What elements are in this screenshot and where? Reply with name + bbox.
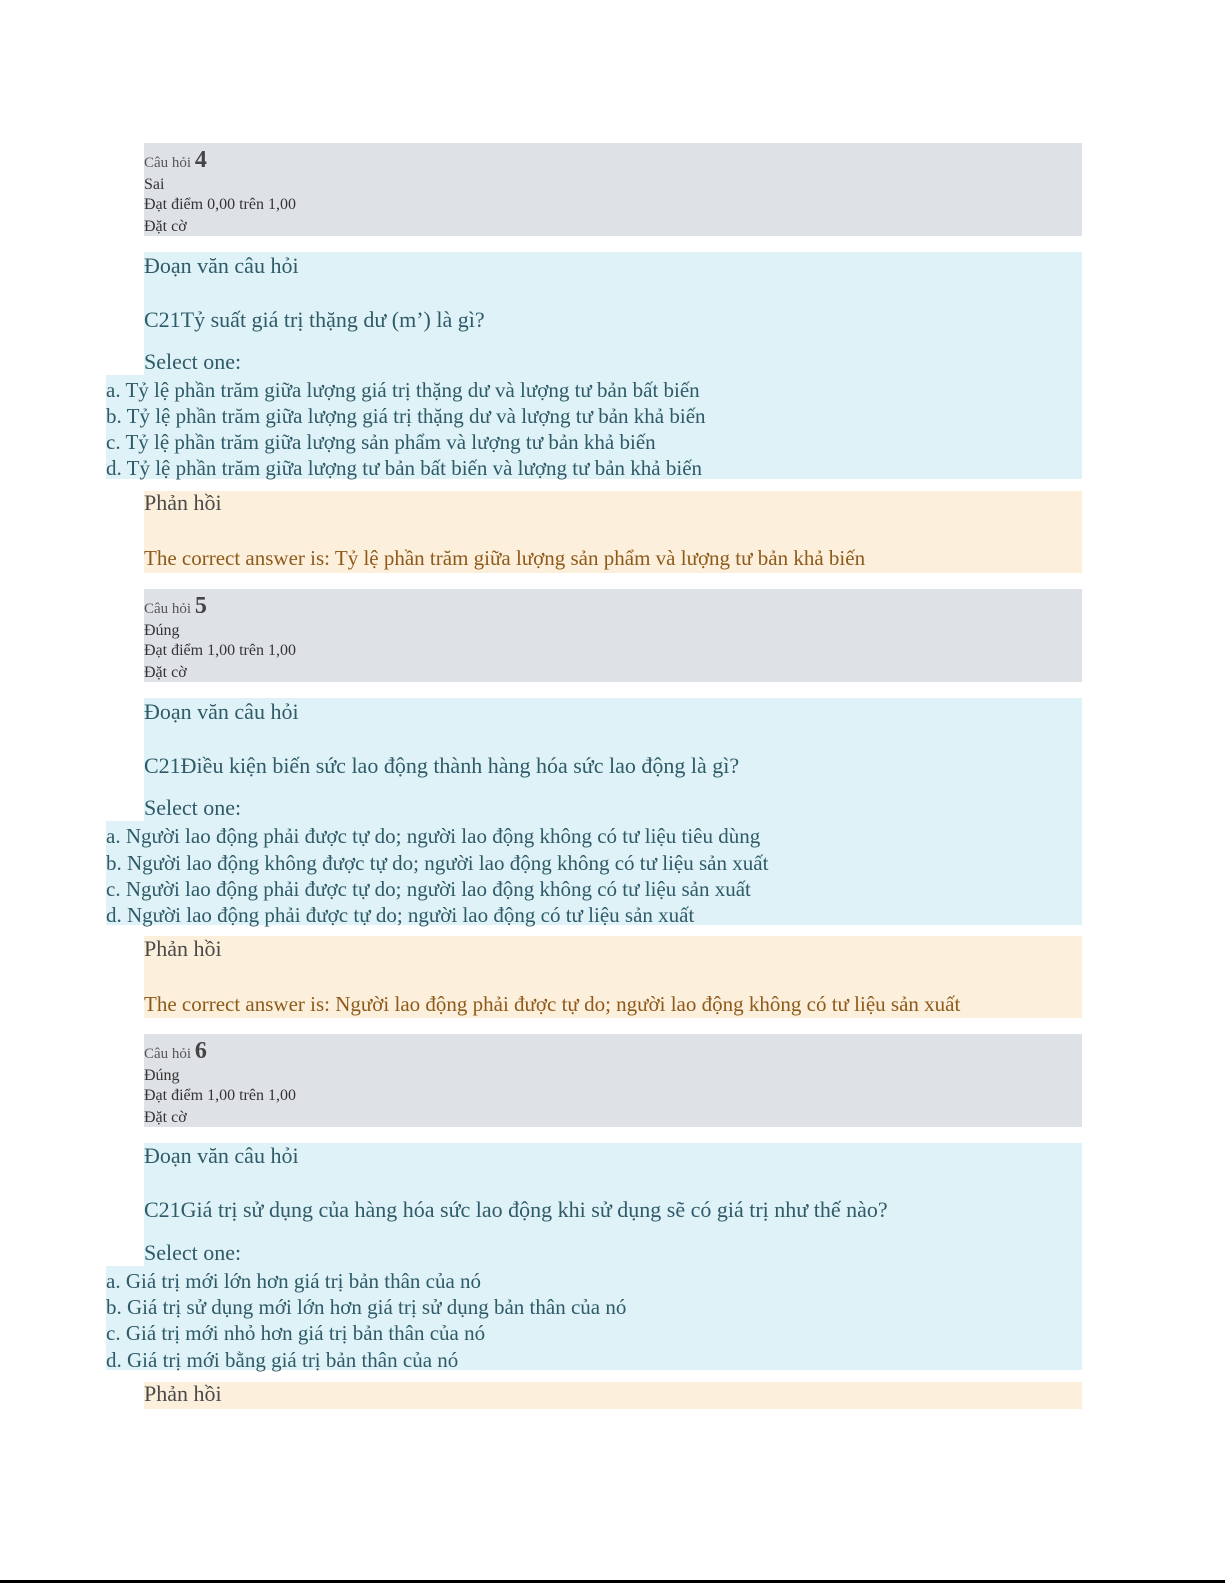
select-prompt: Select one:: [144, 349, 242, 374]
answer-option-a[interactable]: a. Giá trị mới lớn hơn giá trị bản thân của nó: [106, 1269, 482, 1293]
question-text: C21Điều kiện biến sức lao động thành hàng hóa sức lao động là gì?: [144, 753, 740, 778]
answer-option-b[interactable]: b. Người lao động không được tự do; người lao động không có tư liệu sản xuất: [106, 851, 769, 875]
question-state: Đúng: [144, 622, 180, 639]
flag-question-link[interactable]: Đặt cờ: [144, 218, 187, 235]
select-prompt: Select one:: [144, 795, 242, 820]
feedback-correct-answer: The correct answer is: Người lao động phải được tự do; người lao động không có tư liệu sản xuất: [144, 992, 961, 1016]
feedback-correct-answer: The correct answer is: Tỷ lệ phần trăm giữa lượng sản phẩm và lượng tư bản khả biến: [144, 546, 866, 570]
question-text: C21Tỷ suất giá trị thặng dư (m’) là gì?: [144, 307, 485, 332]
question-number: 5: [194, 593, 207, 619]
answer-option-c[interactable]: c. Giá trị mới nhỏ hơn giá trị bản thân của nó: [106, 1321, 486, 1345]
question-text-label: Đoạn văn câu hỏi: [144, 699, 299, 724]
question-label: Câu hỏi: [144, 1046, 192, 1062]
question-grade: Đạt điểm 0,00 trên 1,00: [144, 196, 296, 213]
page-bottom-border: [0, 1580, 1225, 1583]
answer-option-a[interactable]: a. Tỷ lệ phần trăm giữa lượng giá trị thặng dư và lượng tư bản bất biến: [106, 378, 700, 402]
question-state: Đúng: [144, 1067, 180, 1084]
feedback-label: Phản hồi: [144, 490, 222, 515]
question-number: 4: [194, 147, 207, 173]
question-state: Sai: [144, 176, 165, 193]
feedback-label: Phản hồi: [144, 1381, 222, 1406]
question-text-label: Đoạn văn câu hỏi: [144, 1143, 299, 1168]
question-number: 6: [194, 1038, 207, 1064]
question-grade: Đạt điểm 1,00 trên 1,00: [144, 642, 296, 659]
question-grade: Đạt điểm 1,00 trên 1,00: [144, 1087, 296, 1104]
question-info-6: [144, 1034, 1082, 1127]
feedback-label: Phản hồi: [144, 936, 222, 961]
answer-option-a[interactable]: a. Người lao động phải được tự do; người lao động không có tư liệu tiêu dùng: [106, 824, 761, 848]
answer-option-d[interactable]: d. Giá trị mới bằng giá trị bản thân của nó: [106, 1348, 459, 1372]
answer-option-d[interactable]: d. Người lao động phải được tự do; người lao động có tư liệu sản xuất: [106, 903, 695, 927]
answer-option-c[interactable]: c. Tỷ lệ phần trăm giữa lượng sản phẩm và lượng tư bản khả biến: [106, 430, 656, 454]
answer-option-d[interactable]: d. Tỷ lệ phần trăm giữa lượng tư bản bất biến và lượng tư bản khả biến: [106, 456, 703, 480]
flag-question-link[interactable]: Đặt cờ: [144, 664, 187, 681]
question-info-4: [144, 143, 1082, 236]
question-info-5: [144, 589, 1082, 682]
question-label: Câu hỏi: [144, 155, 192, 171]
feedback-box-6: [144, 1382, 1082, 1409]
select-prompt: Select one:: [144, 1240, 242, 1265]
answer-option-c[interactable]: c. Người lao động phải được tự do; người lao động không có tư liệu sản xuất: [106, 877, 751, 901]
question-text: C21Giá trị sử dụng của hàng hóa sức lao động khi sử dụng sẽ có giá trị như thế nào?: [144, 1197, 888, 1222]
question-text-label: Đoạn văn câu hỏi: [144, 253, 299, 278]
question-label: Câu hỏi: [144, 601, 192, 617]
flag-question-link[interactable]: Đặt cờ: [144, 1109, 187, 1126]
answer-option-b[interactable]: b. Giá trị sử dụng mới lớn hơn giá trị sử dụng bản thân của nó: [106, 1295, 627, 1319]
answer-option-b[interactable]: b. Tỷ lệ phần trăm giữa lượng giá trị thặng dư và lượng tư bản khả biến: [106, 404, 706, 428]
